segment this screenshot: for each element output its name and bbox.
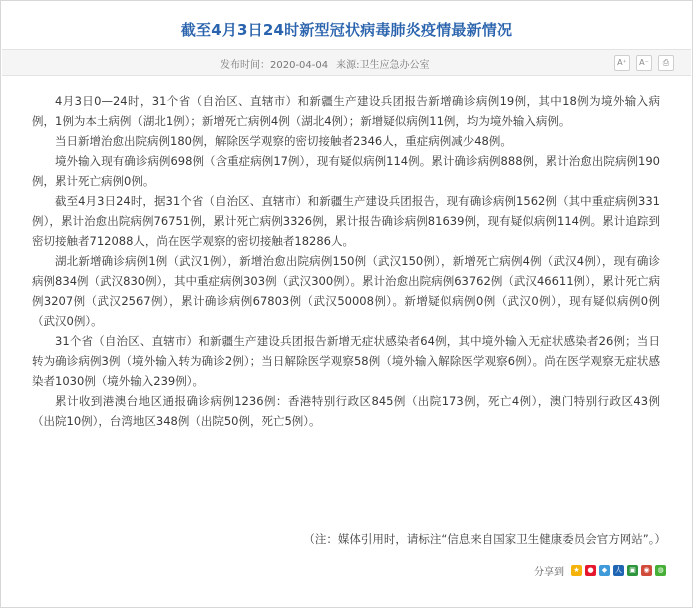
renren-share-icon[interactable]: 人 (615, 566, 622, 574)
paragraph: 当日新增治愈出院病例180例，解除医学观察的密切接触者2346人，重症病例减少48例。 (55, 134, 512, 148)
paragraph: 31个省（自治区、直辖市）和新疆生产建设兵团报告新增无症状感染者64例，其中境外输入无症状感染者26例；当日转为确诊病例3例（境外输入转为确诊2例）；当日解除医学观察58例（境外输入解除医学观察6例）。尚在医学观察无症状感染者1030例（境外输入239例）。 (32, 334, 660, 388)
qzone-share-icon[interactable]: ★ (571, 565, 582, 576)
paragraph: 湖北新增确诊病例1例（武汉1例），新增治愈出院病例150例（武汉150例），新增死亡病例4例（武汉4例），现有确诊病例834例（武汉830例），其中重症病例303例（武汉300例）。累计治愈出院病例63762例（武汉46611例），累计死亡病例3207例（武汉2567例），累计确诊病例67803例（武汉50008例）。新增疑似病例0例（武汉0例），现有疑似病例0例（武汉0例）。 (32, 254, 660, 328)
font-smaller-button[interactable]: A⁻ (636, 55, 652, 71)
kaixin-share-icon[interactable]: ◉ (641, 565, 652, 576)
publish-label: 发布时间： (220, 60, 270, 71)
weibo-share-icon[interactable]: ● (585, 565, 596, 576)
citation-note: （注：媒体引用时，请标注“信息来自国家卫生健康委员会官方网站”。） (303, 532, 666, 546)
wechat-share-icon[interactable]: ◍ (655, 565, 666, 576)
paragraph: 截至4月3日24时，据31个省（自治区、直辖市）和新疆生产建设兵团报告，现有确诊病例1562例（其中重症病例331例），累计治愈出院病例76751例，累计死亡病例3326例，累计报告确诊病例81639例，现有疑似病例114例。累计追踪到密切接触者712088人，尚在医学观察的密切接触者18286人。 (32, 194, 660, 248)
source-name: 卫生应急办公室 (359, 60, 430, 71)
source-label: 来源: (336, 60, 360, 71)
paragraph: 累计收到港澳台地区通报确诊病例1236例：香港特别行政区845例（出院173例，死亡4例），澳门特别行政区43例（出院10例），台湾地区348例（出院50例，死亡5例）。 (32, 394, 660, 428)
douban-share-icon[interactable]: ▣ (627, 565, 638, 576)
article-meta (220, 56, 430, 71)
share-label: 分享到 (534, 567, 564, 578)
publish-date: 2020-04-04 (270, 60, 329, 71)
paragraph: 境外输入现有确诊病例698例（含重症病例17例），现有疑似病例114例。累计确诊病例888例，累计治愈出院病例190例，累计死亡病例0例。 (32, 154, 660, 188)
article-body (32, 91, 660, 431)
paragraph: 4月3日0—24时，31个省（自治区、直辖市）和新疆生产建设兵团报告新增确诊病例19例，其中18例为境外输入病例，1例为本土病例（湖北1例）；新增死亡病例4例（湖北4例）；新增疑似病例11例，均为境外输入病例。 (32, 94, 660, 128)
meta-bar (2, 49, 691, 76)
font-larger-button[interactable]: A⁺ (614, 55, 630, 71)
tencent-weibo-share-icon[interactable]: ◆ (599, 565, 610, 576)
article-title: 截至4月3日24时新型冠状病毒肺炎疫情最新情况 (180, 21, 513, 39)
share-bar (534, 563, 666, 578)
print-button[interactable]: ⎙ (658, 55, 674, 71)
